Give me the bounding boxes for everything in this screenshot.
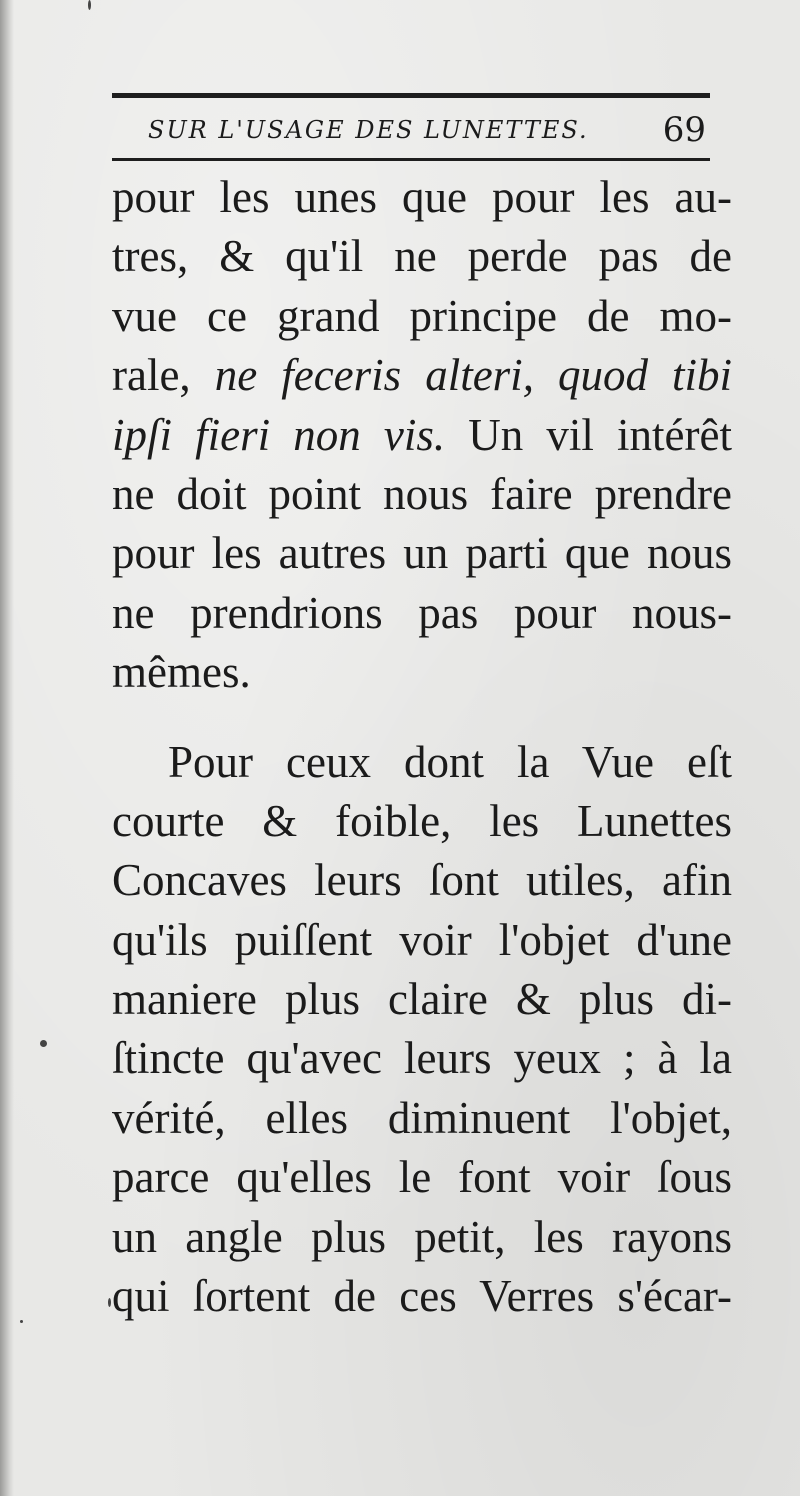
latin-quote-end: ipſi fieri non vis. <box>112 409 446 460</box>
paper-speck <box>40 1040 47 1047</box>
latin-quote: ne feceris alteri, quod tibi <box>214 350 732 401</box>
text-line: pour les autres un parti que nous <box>112 528 732 579</box>
text-line: vérité, elles diminuent l'objet, <box>112 1092 732 1143</box>
page-edge-shadow <box>0 0 14 1496</box>
header-rule-bottom <box>112 158 710 161</box>
text-line: maniere plus claire & plus di- <box>112 974 732 1025</box>
running-head <box>112 106 710 154</box>
text-line: tres, & qu'il ne perde pas de <box>112 231 732 282</box>
paper-speck <box>108 1298 111 1307</box>
text-line: mêmes. <box>112 647 251 698</box>
text-line <box>112 346 732 405</box>
text-line: pour les unes que pour les au- <box>112 172 732 222</box>
text-line: Pour ceux dont la Vue eſt <box>168 736 732 787</box>
paragraph-break <box>112 703 732 733</box>
text-line: qu'ils puiſſent voir l'objet d'une <box>112 914 732 965</box>
text-line: Concaves leurs ſont utiles, afin <box>112 855 732 906</box>
text-line: courte & foible, les Lunettes <box>112 795 732 846</box>
text-roman: rale, <box>112 350 191 401</box>
text-line: ſtincte qu'avec leurs yeux ; à la <box>112 1033 732 1084</box>
text-line: qui ſortent de ces Verres s'écar- <box>112 1271 732 1322</box>
text-line: parce qu'elles le font voir ſous <box>112 1152 732 1203</box>
paper-speck <box>88 0 91 10</box>
page-number: 69 <box>662 110 706 150</box>
text-line: vue ce grand principe de mo- <box>112 290 732 341</box>
running-head-title: SUR L'USAGE DES LUNETTES. <box>148 116 589 144</box>
text-line <box>112 406 732 465</box>
text-line: un angle plus petit, les rayons <box>112 1211 732 1262</box>
text-line: ne prendrions pas pour nous- <box>112 587 732 638</box>
body-text <box>112 168 732 1326</box>
text-roman: Un vil intérêt <box>468 409 732 460</box>
text-line: ne doit point nous faire prendre <box>112 468 732 519</box>
paper-speck <box>20 1320 23 1323</box>
header-rule-top <box>112 93 710 98</box>
